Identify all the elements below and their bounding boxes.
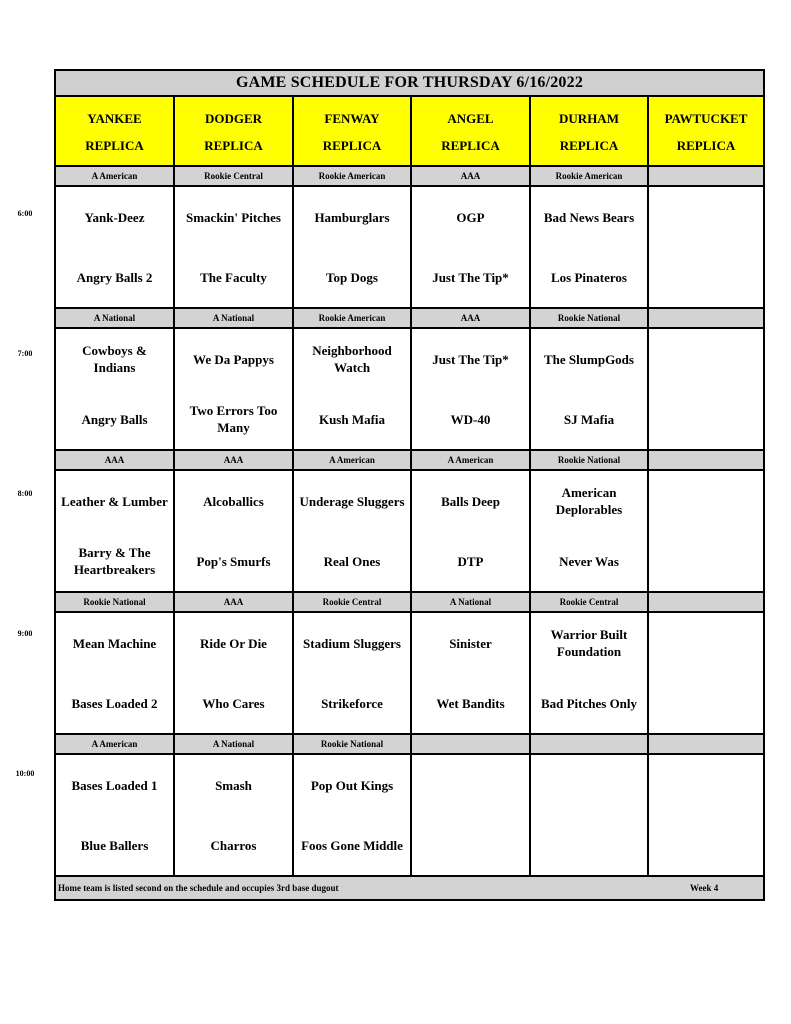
field-header — [649, 97, 763, 165]
home-team: Pop's Smurfs — [196, 553, 271, 569]
home-team: WD-40 — [450, 411, 491, 427]
away-team: American Deplorables — [555, 485, 623, 517]
home-team: Wet Bandits — [436, 695, 505, 711]
away-team: Mean Machine — [72, 635, 157, 651]
field-name: PAWTUCKET — [664, 111, 748, 126]
field-header — [175, 97, 294, 165]
away-team: Stadium Sluggers — [303, 635, 401, 651]
game-cell — [412, 329, 531, 449]
home-team — [702, 815, 710, 875]
home-team — [702, 531, 710, 591]
home-team: The Faculty — [200, 269, 267, 285]
division-label: Rookie American — [531, 167, 649, 185]
game-cell — [56, 613, 175, 733]
division-label: AAA — [56, 451, 175, 469]
division-label: A National — [412, 593, 531, 611]
away-team: Underage Sluggers — [299, 493, 405, 509]
field-name: FENWAY — [324, 111, 380, 126]
field-header — [294, 97, 412, 165]
home-team — [702, 389, 710, 449]
division-label: A American — [56, 735, 175, 753]
division-label: A American — [294, 451, 412, 469]
division-label: A National — [175, 309, 294, 327]
home-team — [702, 247, 710, 307]
game-cell — [531, 187, 649, 307]
field-header-row — [56, 97, 763, 167]
away-team: Just The Tip* — [432, 351, 509, 367]
division-row — [56, 167, 763, 187]
away-team: Warrior Built Foundation — [550, 627, 628, 659]
division-label: Rookie Central — [531, 593, 649, 611]
field-type: REPLICA — [322, 138, 382, 153]
away-team: Yank-Deez — [84, 209, 145, 225]
away-team: Hamburglars — [314, 209, 390, 225]
time-label-8: 8:00 — [17, 489, 33, 498]
field-type: REPLICA — [676, 138, 736, 153]
home-team: Strikeforce — [321, 695, 383, 711]
game-cell — [649, 329, 763, 449]
division-label: A American — [56, 167, 175, 185]
field-type: REPLICA — [559, 138, 619, 153]
division-label: A National — [56, 309, 175, 327]
time-label-7: 7:00 — [17, 349, 33, 358]
division-label: A American — [412, 451, 531, 469]
division-label: Rookie National — [56, 593, 175, 611]
field-type: REPLICA — [441, 138, 500, 153]
game-row — [56, 755, 763, 877]
away-team: We Da Pappys — [193, 351, 274, 367]
field-name: DODGER — [204, 111, 263, 126]
away-team: Bad News Bears — [543, 209, 635, 225]
home-team: Angry Balls 2 — [76, 269, 153, 285]
field-name: ANGEL — [447, 111, 494, 126]
home-team: Angry Balls — [81, 411, 148, 427]
game-row — [56, 329, 763, 451]
home-team: Bases Loaded 2 — [71, 695, 158, 711]
game-cell — [56, 329, 175, 449]
home-team: Barry & The Heartbreakers — [73, 545, 156, 577]
division-label: Rookie American — [294, 167, 412, 185]
division-label: AAA — [412, 167, 531, 185]
home-team: DTP — [457, 553, 484, 569]
game-cell — [294, 187, 412, 307]
away-team — [702, 187, 710, 247]
game-row — [56, 471, 763, 593]
division-label: A National — [175, 735, 294, 753]
division-row — [56, 451, 763, 471]
game-cell — [531, 613, 649, 733]
home-team: Top Dogs — [326, 269, 378, 285]
away-team: Alcoballics — [203, 493, 264, 509]
away-team: Ride Or Die — [200, 635, 267, 651]
schedule-title: GAME SCHEDULE FOR THURSDAY 6/16/2022 — [56, 71, 763, 97]
away-team: Balls Deep — [441, 493, 500, 509]
home-team: Blue Ballers — [80, 837, 149, 853]
game-cell — [175, 329, 294, 449]
away-team: Smash — [215, 777, 252, 793]
division-label: Rookie National — [531, 309, 649, 327]
game-cell — [649, 187, 763, 307]
away-team — [702, 329, 710, 389]
division-label: Rookie National — [531, 451, 649, 469]
home-team: Kush Mafia — [318, 411, 386, 427]
field-type: REPLICA — [204, 138, 263, 153]
home-team: Charros — [210, 837, 257, 853]
game-cell — [412, 187, 531, 307]
game-cell — [56, 187, 175, 307]
game-cell — [649, 471, 763, 591]
field-name: DURHAM — [559, 111, 619, 126]
division-label — [649, 735, 763, 753]
time-label-9: 9:00 — [17, 629, 33, 638]
home-team: Foos Gone Middle — [301, 837, 403, 853]
division-label: Rookie National — [294, 735, 412, 753]
away-team: Sinister — [449, 635, 492, 651]
division-label — [649, 451, 763, 469]
division-label: Rookie Central — [294, 593, 412, 611]
away-team: Bases Loaded 1 — [71, 777, 158, 793]
game-cell — [294, 755, 412, 875]
away-team: Smackin' Pitches — [186, 209, 281, 225]
game-cell — [412, 471, 531, 591]
division-label: Rookie Central — [175, 167, 294, 185]
time-label-6: 6:00 — [17, 209, 33, 218]
field-type: REPLICA — [85, 138, 144, 153]
away-team — [702, 613, 710, 673]
away-team — [702, 755, 710, 815]
game-cell — [412, 755, 531, 875]
week-label: Week 4 — [690, 883, 719, 893]
time-label-10: 10:00 — [15, 769, 35, 778]
division-row — [56, 735, 763, 755]
game-cell — [531, 471, 649, 591]
home-team — [467, 815, 475, 875]
game-row — [56, 613, 763, 735]
home-team: Real Ones — [323, 553, 381, 569]
division-label: AAA — [175, 593, 294, 611]
home-team — [585, 815, 593, 875]
schedule-table — [54, 69, 765, 901]
home-team: Los Pinateros — [551, 269, 627, 285]
division-label: AAA — [412, 309, 531, 327]
away-team: Neighborhood Watch — [312, 343, 392, 375]
division-label: AAA — [175, 451, 294, 469]
away-team: The SlumpGods — [544, 351, 634, 367]
away-team: Leather & Lumber — [61, 493, 168, 509]
division-label — [649, 309, 763, 327]
away-team — [585, 755, 593, 815]
game-cell — [294, 471, 412, 591]
field-name: YANKEE — [87, 111, 142, 126]
home-team: Who Cares — [202, 695, 265, 711]
game-cell — [649, 755, 763, 875]
game-cell — [649, 613, 763, 733]
game-cell — [175, 471, 294, 591]
division-label — [649, 593, 763, 611]
division-label — [412, 735, 531, 753]
away-team: OGP — [456, 209, 485, 225]
home-team: Two Errors Too Many — [189, 403, 278, 435]
home-team: Never Was — [559, 553, 619, 569]
game-cell — [412, 613, 531, 733]
schedule-footer — [56, 877, 763, 899]
division-label — [649, 167, 763, 185]
field-header — [531, 97, 649, 165]
game-cell — [175, 755, 294, 875]
division-label — [531, 735, 649, 753]
home-team: Bad Pitches Only — [540, 695, 638, 711]
division-row — [56, 593, 763, 613]
game-cell — [175, 613, 294, 733]
game-row — [56, 187, 763, 309]
away-team: Cowboys & Indians — [82, 343, 147, 375]
game-cell — [56, 471, 175, 591]
home-team — [702, 673, 710, 733]
game-cell — [56, 755, 175, 875]
field-header — [412, 97, 531, 165]
home-team-note: Home team is listed second on the schedule and occupies 3rd base dugout — [58, 883, 339, 893]
game-cell — [531, 755, 649, 875]
away-team — [467, 755, 475, 815]
away-team: Pop Out Kings — [310, 777, 394, 793]
division-label: Rookie American — [294, 309, 412, 327]
game-cell — [294, 329, 412, 449]
away-team — [702, 471, 710, 531]
division-row — [56, 309, 763, 329]
field-header — [56, 97, 175, 165]
home-team: Just The Tip* — [432, 269, 509, 285]
game-cell — [175, 187, 294, 307]
game-cell — [294, 613, 412, 733]
home-team: SJ Mafia — [563, 411, 615, 427]
game-cell — [531, 329, 649, 449]
